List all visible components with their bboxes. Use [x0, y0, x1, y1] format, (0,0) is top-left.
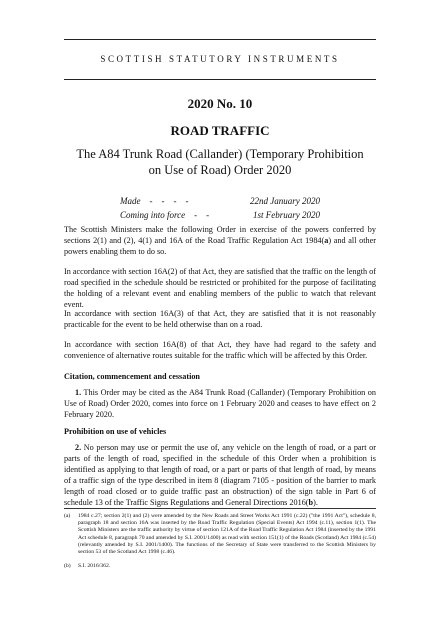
footnote-mark: (b) [64, 563, 71, 569]
section-heading: Prohibition on use of vehicles [64, 427, 167, 436]
preamble-text: The Scottish Ministers make the following Order in exercise of the powers conferred by sections 2(1) and (2), 4(1) and 16A of the Road Traffic Regulation Act 1984(a) and all other powers enabling them to do so. [64, 225, 377, 256]
footnote-text: 1984 c.27; section 2(1) and (2) were amended by the New Roads and Street Works Act 1991 (c.22) ("the 1991 Act"), schedule 8, paragraph 18 and section 16A was inserted by the Road Traffic Regulation (Special Events) Act 1994 (c.11), section 1(1). The Scottish Ministers are the traffic authority by virtue of section 121A of the Road Traffic Regulation Act 1984 (inserted by the 1991 Act schedule 8, paragraph 70 and amended by S.I. 2001/1400) as read with section 151(1) of the Roads (Scotland) Act 1984 (c.54) (relevantly amended by S.I. 2001/1400). The functions of the Secretary of State were transferred to the Scottish Ministers by section 53 of the Scotland Act 1998 (c.46). [78, 513, 376, 556]
article-paragraph [64, 387, 376, 420]
footnote [64, 513, 376, 556]
preamble-paragraph: In accordance with section 16A(3) of that Act, they are satisfied that it is not reasonably practicable for the event to be held otherwise than on a road. [64, 309, 376, 329]
article-paragraph [64, 442, 376, 508]
made-label: Made - - - - [120, 196, 189, 206]
footnote-rule [64, 508, 376, 509]
order-title: The A84 Trunk Road (Callander) (Temporary Prohibition on Use of Road) Order 2020 [76, 147, 364, 177]
article-number: 2. [75, 443, 82, 452]
article-text: This Order may be cited as the A84 Trunk Road (Callander) (Temporary Prohibition on Use of Road) Order 2020, comes into force on 1 February 2020 and ceases to have effect on 2 February 2020. [64, 388, 376, 419]
force-value: 1st February 2020 [253, 210, 320, 220]
article-number: 1. [75, 388, 82, 397]
force-label: Coming into force - - [120, 210, 210, 220]
made-value: 22nd January 2020 [250, 196, 320, 206]
article-text: No person may use or permit the use of, any vehicle on the length of road, or a part or parts of the length of road, specified in the schedule of this Order when a prohibition is identified as applying to that length of road, or a part or parts of that length of road, by means of a traffic sign of the type described in item 8 (diagram 7105 - position of the barrier to mark length of road closed or to guide traffic past an obstruction) of the sign table in Part 6 of schedule 13 of the Traffic Signs Regulations and General Directions 2016(b). [64, 443, 376, 507]
series-title: SCOTTISH STATUTORY INSTRUMENTS [100, 54, 340, 64]
footnote [64, 563, 376, 570]
top-rule [64, 39, 376, 40]
preamble-paragraph [64, 224, 376, 257]
preamble-paragraph: In accordance with section 16A(2) of that Act, they are satisfied that the traffic on the length of road specified in the schedule should be restricted or prohibited for the purpose of facilitating the holding of a relevant event and enabling members of the public to watch that relevant event. [64, 267, 376, 309]
footnote-mark: (a) [64, 513, 71, 519]
series-rule [64, 79, 376, 80]
section-heading: Citation, commencement and cessation [64, 372, 200, 381]
subject-heading: ROAD TRAFFIC [170, 123, 270, 138]
instrument-number: 2020 No. 10 [187, 96, 253, 111]
footnote-text: S.I. 2016/362. [78, 563, 111, 569]
preamble-paragraph: In accordance with section 16A(8) of that Act, they have had regard to the safety and convenience of alternative routes suitable for the traffic which will be affected by this Order. [64, 340, 376, 360]
